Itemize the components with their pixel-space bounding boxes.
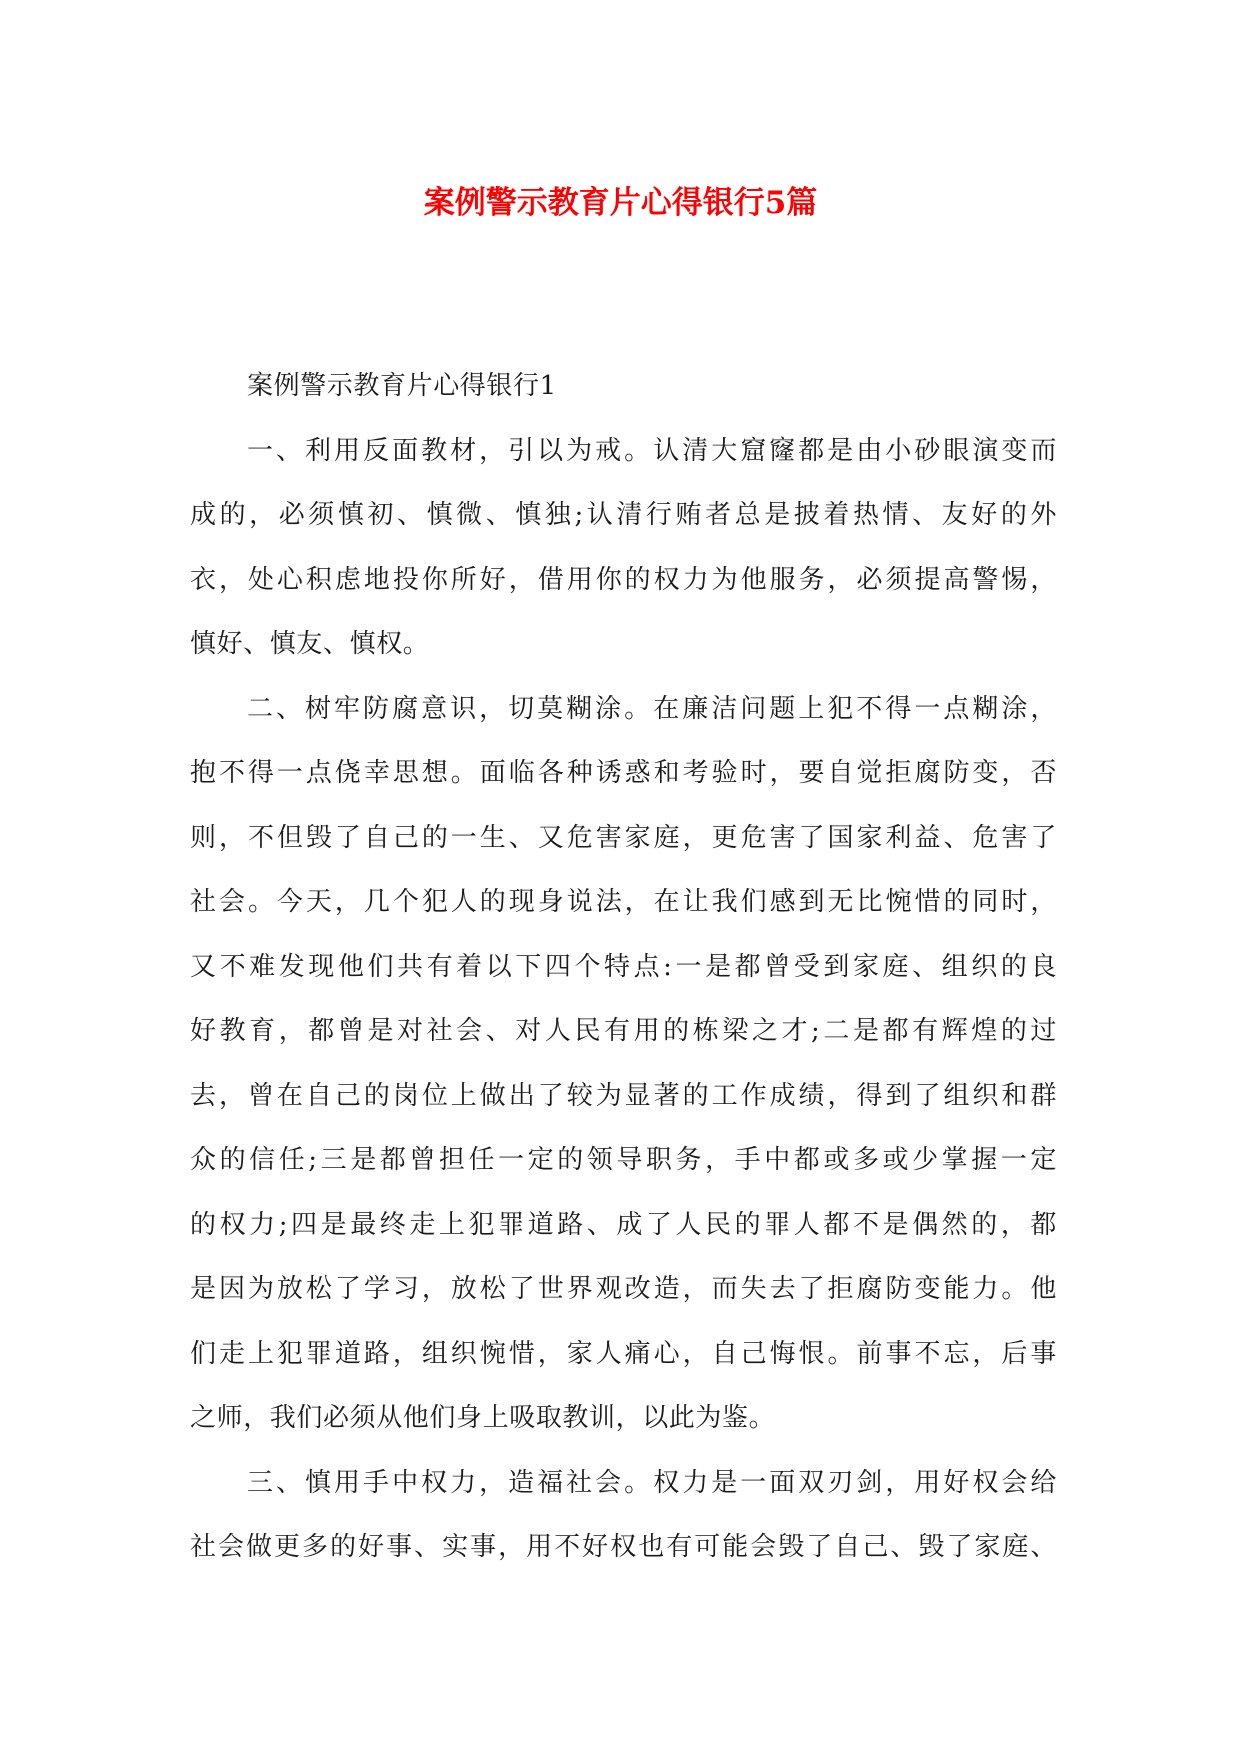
paragraph-line: 们走上犯罪道路，组织惋惜，家人痛心，自己悔恨。前事不忘，后事: [190, 1338, 1057, 1369]
paragraph-line: 则，不但毁了自己的一生、又危害家庭，更危害了国家利益、危害了: [190, 822, 1057, 853]
paragraph-line: 三、慎用手中权力，造福社会。权力是一面双刃剑，用好权会给: [247, 1467, 1057, 1498]
paragraph-line: 社会做更多的好事、实事，用不好权也有可能会毁了自己、毁了家庭、: [190, 1532, 1057, 1562]
document-title: 案例警示教育片心得银行5篇: [423, 184, 818, 221]
paragraph-line: 之师，我们必须从他们身上吸取教训，以此为鉴。: [190, 1403, 776, 1433]
paragraph-line: 社会。今天，几个犯人的现身说法，在让我们感到无比惋惜的同时，: [190, 887, 1057, 917]
paragraph-line: 众的信任;三是都曾担任一定的领导职务，手中都或多或少掌握一定: [190, 1145, 1057, 1175]
paragraph-line: 去，曾在自己的岗位上做出了较为显著的工作成绩，得到了组织和群: [190, 1080, 1057, 1111]
paragraph-line: 一、利用反面教材，引以为戒。认清大窟窿都是由小砂眼演变而: [247, 435, 1057, 466]
paragraph-line: 慎好、慎友、慎权。: [190, 629, 430, 659]
section-heading: 案例警示教育片心得银行1: [247, 371, 557, 401]
paragraph-3: [190, 1451, 1057, 1580]
paragraph-line: 好教育，都曾是对社会、对人民有用的栋梁之才;二是都有辉煌的过: [190, 1016, 1057, 1046]
paragraph-1: [190, 419, 1057, 677]
paragraph-line: 抱不得一点侥幸思想。面临各种诱惑和考验时，要自觉拒腐防变，否: [190, 758, 1057, 788]
paragraph-line: 又不难发现他们共有着以下四个特点:一是都曾受到家庭、组织的良: [190, 951, 1057, 982]
document-body: [190, 354, 1057, 1580]
paragraph-line: 衣，处心积虑地投你所好，借用你的权力为他服务，必须提高警惕，: [190, 564, 1057, 595]
paragraph-line: 是因为放松了学习，放松了世界观改造，而失去了拒腐防变能力。他: [190, 1274, 1057, 1304]
paragraph-line: 成的，必须慎初、慎微、慎独;认清行贿者总是披着热情、友好的外: [190, 500, 1057, 530]
paragraph-line: 的权力;四是最终走上犯罪道路、成了人民的罪人都不是偶然的，都: [190, 1209, 1057, 1240]
paragraph-line: 二、树牢防腐意识，切莫糊涂。在廉洁问题上犯不得一点糊涂，: [247, 693, 1057, 724]
paragraph-2: [190, 677, 1057, 1451]
